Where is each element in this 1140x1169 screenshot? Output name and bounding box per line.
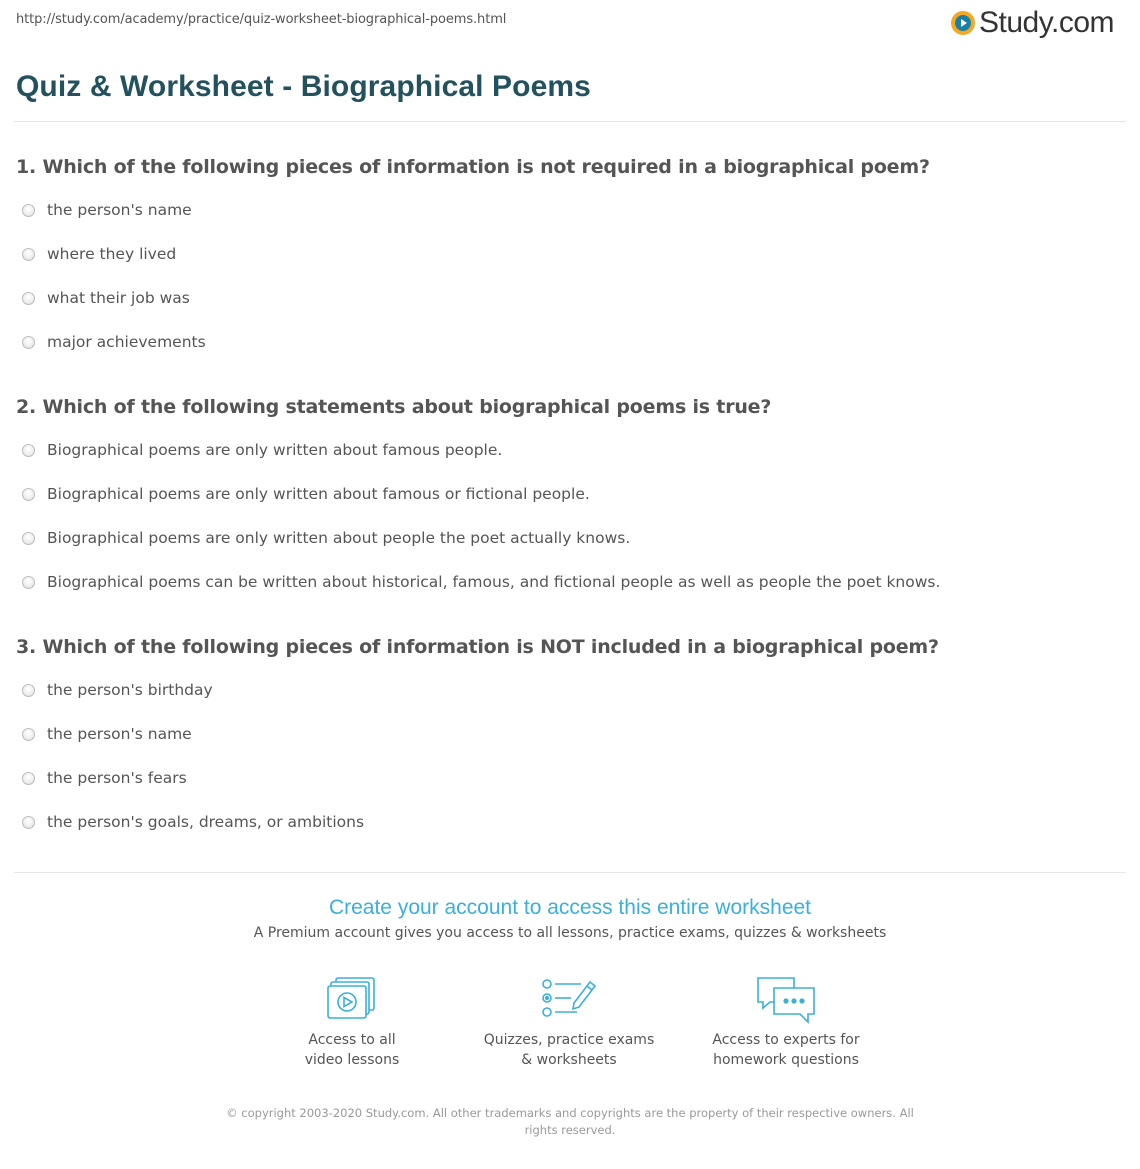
question-2-option-b[interactable] <box>22 485 590 503</box>
page-url[interactable]: http://study.com/academy/practice/quiz-worksheet-biographical-poems.html <box>16 12 507 27</box>
top-bar <box>0 0 1140 50</box>
feature-label: Quizzes, practice exams & worksheets <box>483 1032 655 1068</box>
question-3-option-c[interactable] <box>22 769 187 787</box>
radio-button[interactable] <box>22 532 35 545</box>
question-1-option-a[interactable] <box>22 201 192 219</box>
radio-button[interactable] <box>22 816 35 829</box>
option-label: Biographical poems are only written about people the poet actually knows. <box>47 529 631 547</box>
radio-button[interactable] <box>22 728 35 741</box>
question-1: 1. Which of the following pieces of information is not required in a biographical poem? <box>16 156 930 178</box>
divider <box>14 121 1126 122</box>
study-logo[interactable] <box>951 6 1114 40</box>
radio-button[interactable] <box>22 204 35 217</box>
question-2: 2. Which of the following statements about biographical poems is true? <box>16 396 772 418</box>
feature-experts <box>686 976 886 1070</box>
option-label: what their job was <box>47 289 190 307</box>
question-3: 3. Which of the following pieces of information is NOT included in a biographical poem? <box>16 636 939 658</box>
question-3-option-d[interactable] <box>22 813 364 831</box>
option-label: Biographical poems are only written about famous people. <box>47 441 503 459</box>
radio-button[interactable] <box>22 488 35 501</box>
option-label: major achievements <box>47 333 206 351</box>
radio-button[interactable] <box>22 444 35 457</box>
option-label: the person's name <box>47 201 192 219</box>
radio-button[interactable] <box>22 248 35 261</box>
option-label: Biographical poems can be written about historical, famous, and fictional people as well as people the poet knows. <box>47 573 941 591</box>
logo-text: Study.com <box>979 6 1114 39</box>
create-account-link[interactable]: Create your account to access this entire worksheet <box>328 896 812 919</box>
option-label: Biographical poems are only written about famous or fictional people. <box>47 485 590 503</box>
question-1-option-c[interactable] <box>22 289 190 307</box>
page-title: Quiz & Worksheet - Biographical Poems <box>16 70 591 103</box>
chat-bubbles-icon <box>754 976 818 1026</box>
question-1-option-d[interactable] <box>22 333 206 351</box>
radio-button[interactable] <box>22 292 35 305</box>
premium-description: A Premium account gives you access to all lessons, practice exams, quizzes & worksheets <box>253 925 887 941</box>
option-label: the person's birthday <box>47 681 213 699</box>
radio-button[interactable] <box>22 576 35 589</box>
option-label: the person's name <box>47 725 192 743</box>
option-label: where they lived <box>47 245 177 263</box>
question-2-option-a[interactable] <box>22 441 502 459</box>
radio-button[interactable] <box>22 684 35 697</box>
feature-quizzes <box>469 976 669 1070</box>
option-label: the person's goals, dreams, or ambitions <box>47 813 365 831</box>
question-2-option-c[interactable] <box>22 529 630 547</box>
radio-button[interactable] <box>22 772 35 785</box>
question-3-option-b[interactable] <box>22 725 192 743</box>
quiz-checklist-icon <box>541 976 597 1020</box>
feature-label: Access to experts for homework questions <box>712 1032 860 1068</box>
feature-video-lessons <box>252 976 452 1070</box>
video-lessons-icon <box>326 976 378 1020</box>
radio-button[interactable] <box>22 336 35 349</box>
question-1-option-b[interactable] <box>22 245 176 263</box>
divider <box>14 872 1126 873</box>
copyright-notice: © copyright 2003-2020 Study.com. All other trademarks and copyrights are the property of their respective owners. All rights reserved. <box>226 1106 914 1137</box>
question-3-option-a[interactable] <box>22 681 213 699</box>
option-label: the person's fears <box>47 769 187 787</box>
question-2-option-d[interactable] <box>22 573 940 591</box>
feature-label: Access to all video lessons <box>304 1032 400 1068</box>
play-icon <box>951 11 975 35</box>
